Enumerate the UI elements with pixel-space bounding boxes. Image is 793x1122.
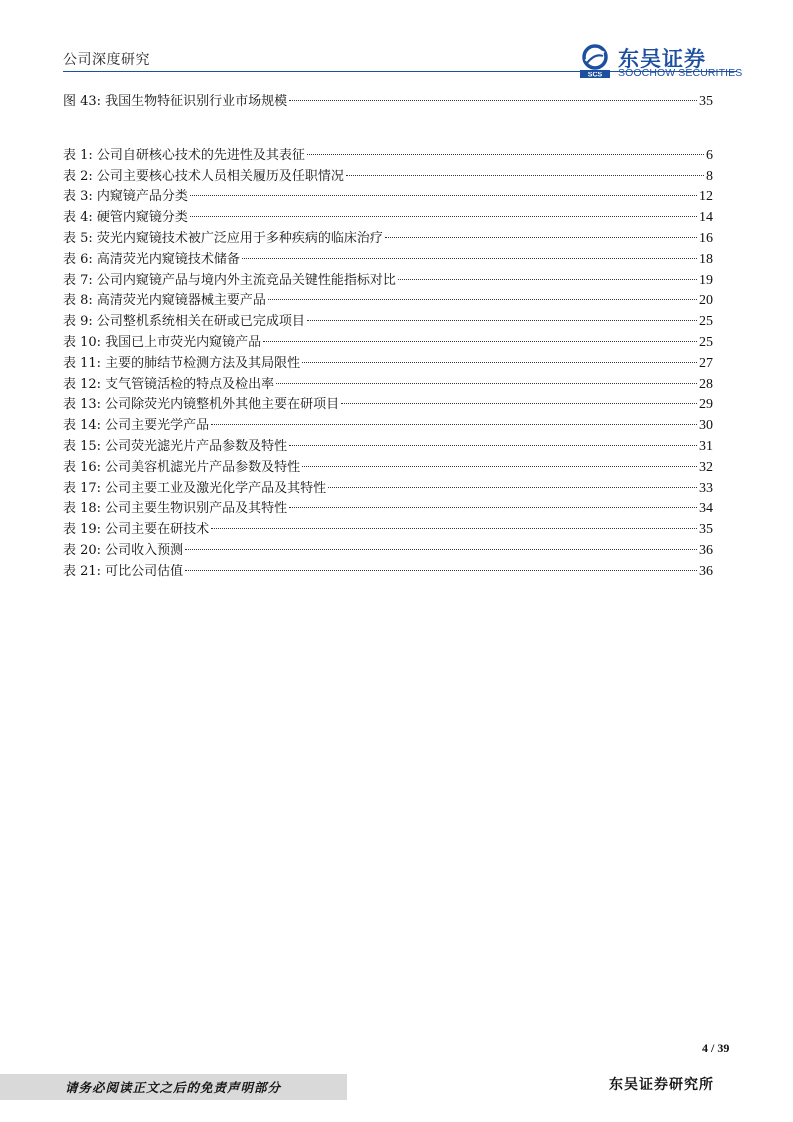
logo-english-name: SOOCHOW SECURITIES <box>618 67 743 79</box>
toc-leader-dots <box>289 445 697 446</box>
toc-entry-table-11[interactable] <box>63 354 713 375</box>
logo-mark-text: SCS <box>587 71 603 78</box>
toc-leader-dots <box>190 216 697 217</box>
toc-entry-page: 27 <box>699 355 713 371</box>
toc-entry-page: 25 <box>699 334 713 350</box>
toc-entry-label: 表 17: 公司主要工业及激光化学产品及其特性 <box>63 480 327 496</box>
toc-leader-dots <box>302 362 697 363</box>
toc-entry-page: 6 <box>706 147 713 163</box>
toc-entry-table-17[interactable] <box>63 479 713 500</box>
toc-entry-label: 表 2: 公司主要核心技术人员相关履历及任职情况 <box>63 168 344 184</box>
toc-entry-page: 8 <box>706 168 713 184</box>
toc-entry-label: 表 4: 硬管内窥镜分类 <box>63 210 188 226</box>
toc-entry-table-5[interactable] <box>63 229 713 250</box>
toc-entry-label: 表 6: 高清荧光内窥镜技术储备 <box>63 251 240 267</box>
toc-entry-label: 表 9: 公司整机系统相关在研或已完成项目 <box>63 314 305 330</box>
toc-leader-dots <box>289 507 697 508</box>
toc-entry-page: 25 <box>699 314 713 330</box>
report-type-label: 公司深度研究 <box>63 52 150 68</box>
toc-entry-label: 表 10: 我国已上市荧光内窥镜产品 <box>63 334 262 350</box>
toc-entry-table-18[interactable] <box>63 499 713 520</box>
toc-entry-page: 36 <box>699 563 713 579</box>
toc-entry-table-3[interactable] <box>63 187 713 208</box>
toc-entry-label: 表 18: 公司主要生物识别产品及其特性 <box>63 501 288 517</box>
toc-entry-label: 表 21: 可比公司估值 <box>63 563 184 579</box>
toc-leader-dots <box>289 100 697 101</box>
toc-leader-dots <box>263 341 697 342</box>
toc-entry-table-20[interactable] <box>63 541 713 562</box>
toc-entry-page: 14 <box>699 210 713 226</box>
toc-leader-dots <box>328 487 697 488</box>
toc-leader-dots <box>276 383 697 384</box>
toc-leader-dots <box>307 154 704 155</box>
logo-chinese-name: 东吴证券 <box>618 47 706 71</box>
toc-leader-dots <box>268 299 697 300</box>
toc-entry-page: 18 <box>699 251 713 267</box>
toc-entry-page: 33 <box>699 480 713 496</box>
header-divider <box>63 71 737 72</box>
toc-leader-dots <box>346 175 704 176</box>
toc-entry-label: 表 5: 荧光内窥镜技术被广泛应用于多种疾病的临床治疗 <box>63 230 383 246</box>
toc-entry-label: 表 20: 公司收入预测 <box>63 542 184 558</box>
toc-leader-dots <box>211 528 697 529</box>
toc-entry-table-8[interactable] <box>63 291 713 312</box>
toc-entry-label: 表 14: 公司主要光学产品 <box>63 418 210 434</box>
toc-leader-dots <box>307 320 697 321</box>
toc-entry-table-6[interactable] <box>63 250 713 271</box>
toc-entry-page: 30 <box>699 418 713 434</box>
toc-entry-table-7[interactable] <box>63 271 713 292</box>
toc-entry-table-13[interactable] <box>63 395 713 416</box>
toc-leader-dots <box>341 403 697 404</box>
disclaimer-text: 请务必阅读正文之后的免责声明部分 <box>65 1080 282 1095</box>
toc-entry-page: 32 <box>699 459 713 475</box>
toc-leader-dots <box>242 258 697 259</box>
toc-entry-page: 28 <box>699 376 713 392</box>
toc-entry-table-2[interactable] <box>63 167 713 188</box>
toc-entry-page: 19 <box>699 272 713 288</box>
toc-entry-label: 表 3: 内窥镜产品分类 <box>63 189 188 205</box>
toc-leader-dots <box>211 424 697 425</box>
toc-entry-table-9[interactable] <box>63 312 713 333</box>
toc-entry-page: 35 <box>699 94 713 109</box>
toc-entry-label: 表 8: 高清荧光内窥镜器械主要产品 <box>63 293 266 309</box>
toc-entry-label: 表 15: 公司荧光滤光片产品参数及特性 <box>63 438 288 454</box>
toc-section-gap <box>63 113 713 146</box>
toc-entry-table-21[interactable] <box>63 562 713 583</box>
table-of-contents <box>63 92 713 583</box>
toc-entry-label: 表 13: 公司除荧光内镜整机外其他主要在研项目 <box>63 397 340 413</box>
toc-entry-table-4[interactable] <box>63 208 713 229</box>
toc-entry-table-10[interactable] <box>63 333 713 354</box>
toc-entry-table-19[interactable] <box>63 520 713 541</box>
toc-entry-figure-43[interactable] <box>63 92 713 113</box>
toc-entry-label: 表 16: 公司美容机滤光片产品参数及特性 <box>63 459 301 475</box>
page-number: 4 / 39 <box>702 1041 730 1055</box>
toc-entry-page: 35 <box>699 522 713 538</box>
toc-entry-page: 34 <box>699 501 713 517</box>
toc-entry-table-15[interactable] <box>63 437 713 458</box>
toc-entry-page: 36 <box>699 542 713 558</box>
footer-brand: 东吴证券研究所 <box>609 1077 714 1093</box>
scs-logo-icon <box>578 44 612 78</box>
toc-entry-label: 表 7: 公司内窥镜产品与境内外主流竞品关键性能指标对比 <box>63 272 396 288</box>
toc-entry-label: 表 11: 主要的肺结节检测方法及其局限性 <box>63 355 301 371</box>
toc-leader-dots <box>185 549 697 550</box>
toc-entry-table-14[interactable] <box>63 416 713 437</box>
toc-entry-label: 图 43: 我国生物特征识别行业市场规模 <box>63 94 288 109</box>
toc-leader-dots <box>302 466 697 467</box>
toc-entry-page: 16 <box>699 230 713 246</box>
toc-entry-table-12[interactable] <box>63 375 713 396</box>
toc-entry-table-1[interactable] <box>63 146 713 167</box>
toc-leader-dots <box>190 195 697 196</box>
toc-entry-page: 29 <box>699 397 713 413</box>
toc-entry-page: 12 <box>699 189 713 205</box>
toc-entry-label: 表 12: 支气管镜活检的特点及检出率 <box>63 376 275 392</box>
toc-entry-label: 表 1: 公司自研核心技术的先进性及其表征 <box>63 147 305 163</box>
toc-entry-table-16[interactable] <box>63 458 713 479</box>
toc-entry-page: 20 <box>699 293 713 309</box>
toc-leader-dots <box>185 570 697 571</box>
toc-leader-dots <box>398 279 697 280</box>
toc-entry-page: 31 <box>699 438 713 454</box>
toc-leader-dots <box>385 237 697 238</box>
toc-entry-label: 表 19: 公司主要在研技术 <box>63 522 210 538</box>
company-logo <box>578 44 743 80</box>
